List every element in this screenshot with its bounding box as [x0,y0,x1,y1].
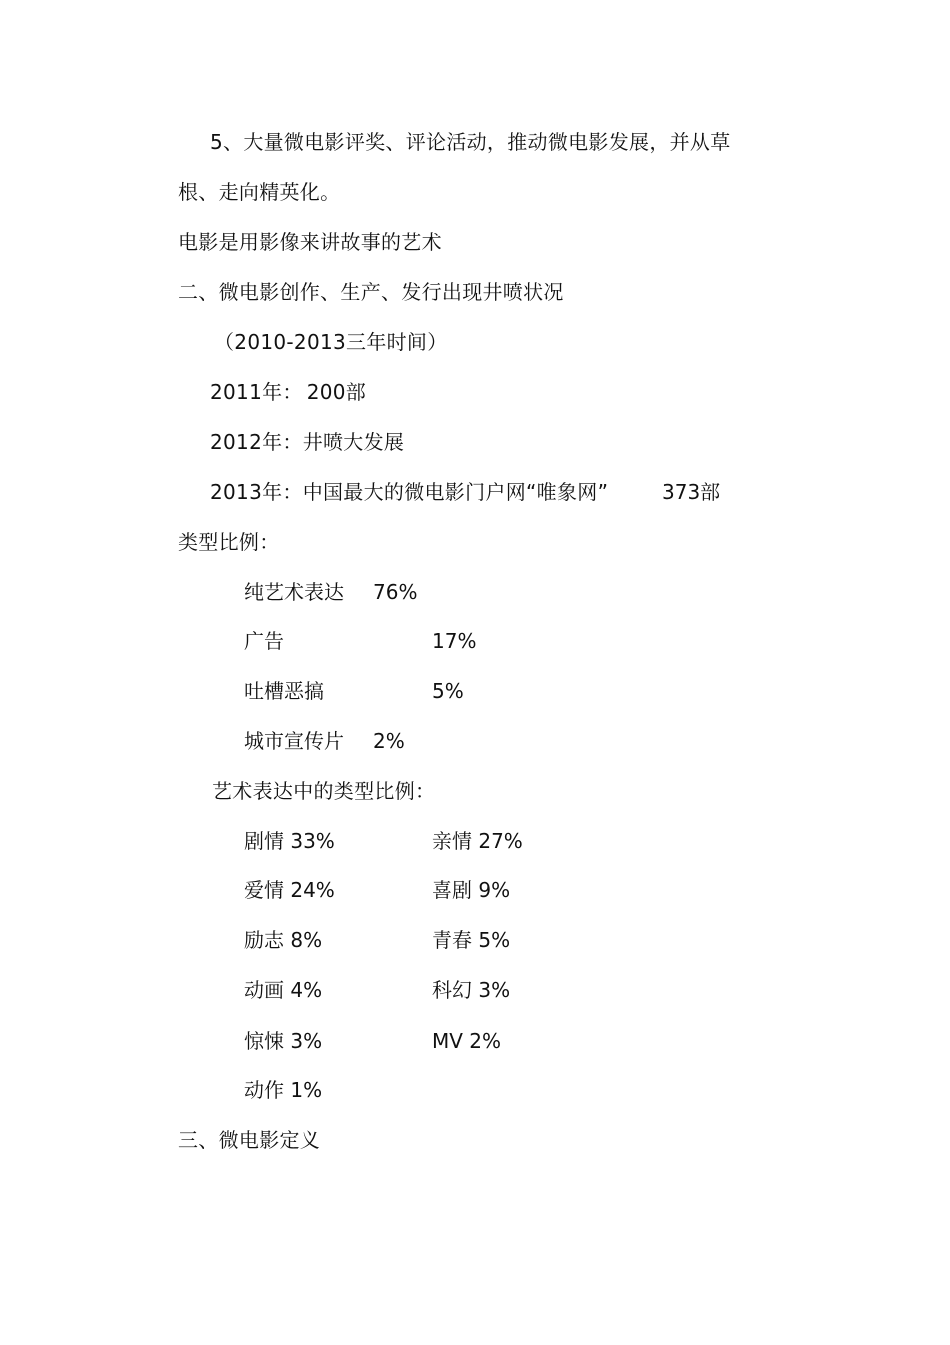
art-ratio-left: 爱情 24% [244,878,335,902]
type-ratio-name: 吐槽恶搞 [244,679,324,703]
year-2011 [210,378,366,406]
paragraph-5-line-1: 5、大量微电影评奖、评论活动，推动微电影发展，并从草 [210,130,731,154]
section-2-heading: 二、微电影创作、生产、发行出现井喷状况 [178,280,564,304]
art-ratio-left: 动画 4% [244,978,323,1002]
year-label: 2013年： [210,480,303,504]
year-value: 中国最大的微电影门户网“唯象网” [302,480,609,504]
type-ratio-percent: 5% [432,679,464,703]
year-label: 2012年： [210,430,303,454]
year-value: 200部 [306,380,367,404]
year-value: 井喷大发展 [302,430,405,454]
art-ratio-left: 惊悚 3% [244,1029,323,1053]
type-ratio-percent: 2% [373,729,405,753]
type-ratio-name: 广告 [244,629,284,653]
type-ratio-heading: 类型比例： [178,530,280,554]
art-ratio-right: 青春 5% [432,928,511,952]
year-label: 2011年： [210,380,303,404]
type-ratio-name: 城市宣传片 [244,729,344,753]
type-ratio-percent: 76% [373,580,418,604]
art-ratio-right: 科幻 3% [432,978,511,1002]
art-ratio-right: MV 2% [432,1029,502,1053]
paragraph-5-line-2: 根、走向精英化。 [178,180,341,204]
year-2012 [210,428,404,456]
art-ratio-heading: 艺术表达中的类型比例： [212,779,436,803]
film-statement: 电影是用影像来讲故事的艺术 [178,230,442,254]
art-ratio-left: 动作 1% [244,1078,323,1102]
type-ratio-percent: 17% [432,629,477,653]
year-2013 [210,478,608,506]
art-ratio-right: 亲情 27% [432,829,523,853]
type-ratio-name: 纯艺术表达 [244,580,344,604]
art-ratio-left: 剧情 33% [244,829,335,853]
section-3-heading: 三、微电影定义 [178,1128,321,1152]
year-2013-count: 373部 [662,480,721,504]
art-ratio-right: 喜剧 9% [432,878,511,902]
art-ratio-left: 励志 8% [244,928,323,952]
period-note: （2010-2013三年时间） [214,330,448,354]
